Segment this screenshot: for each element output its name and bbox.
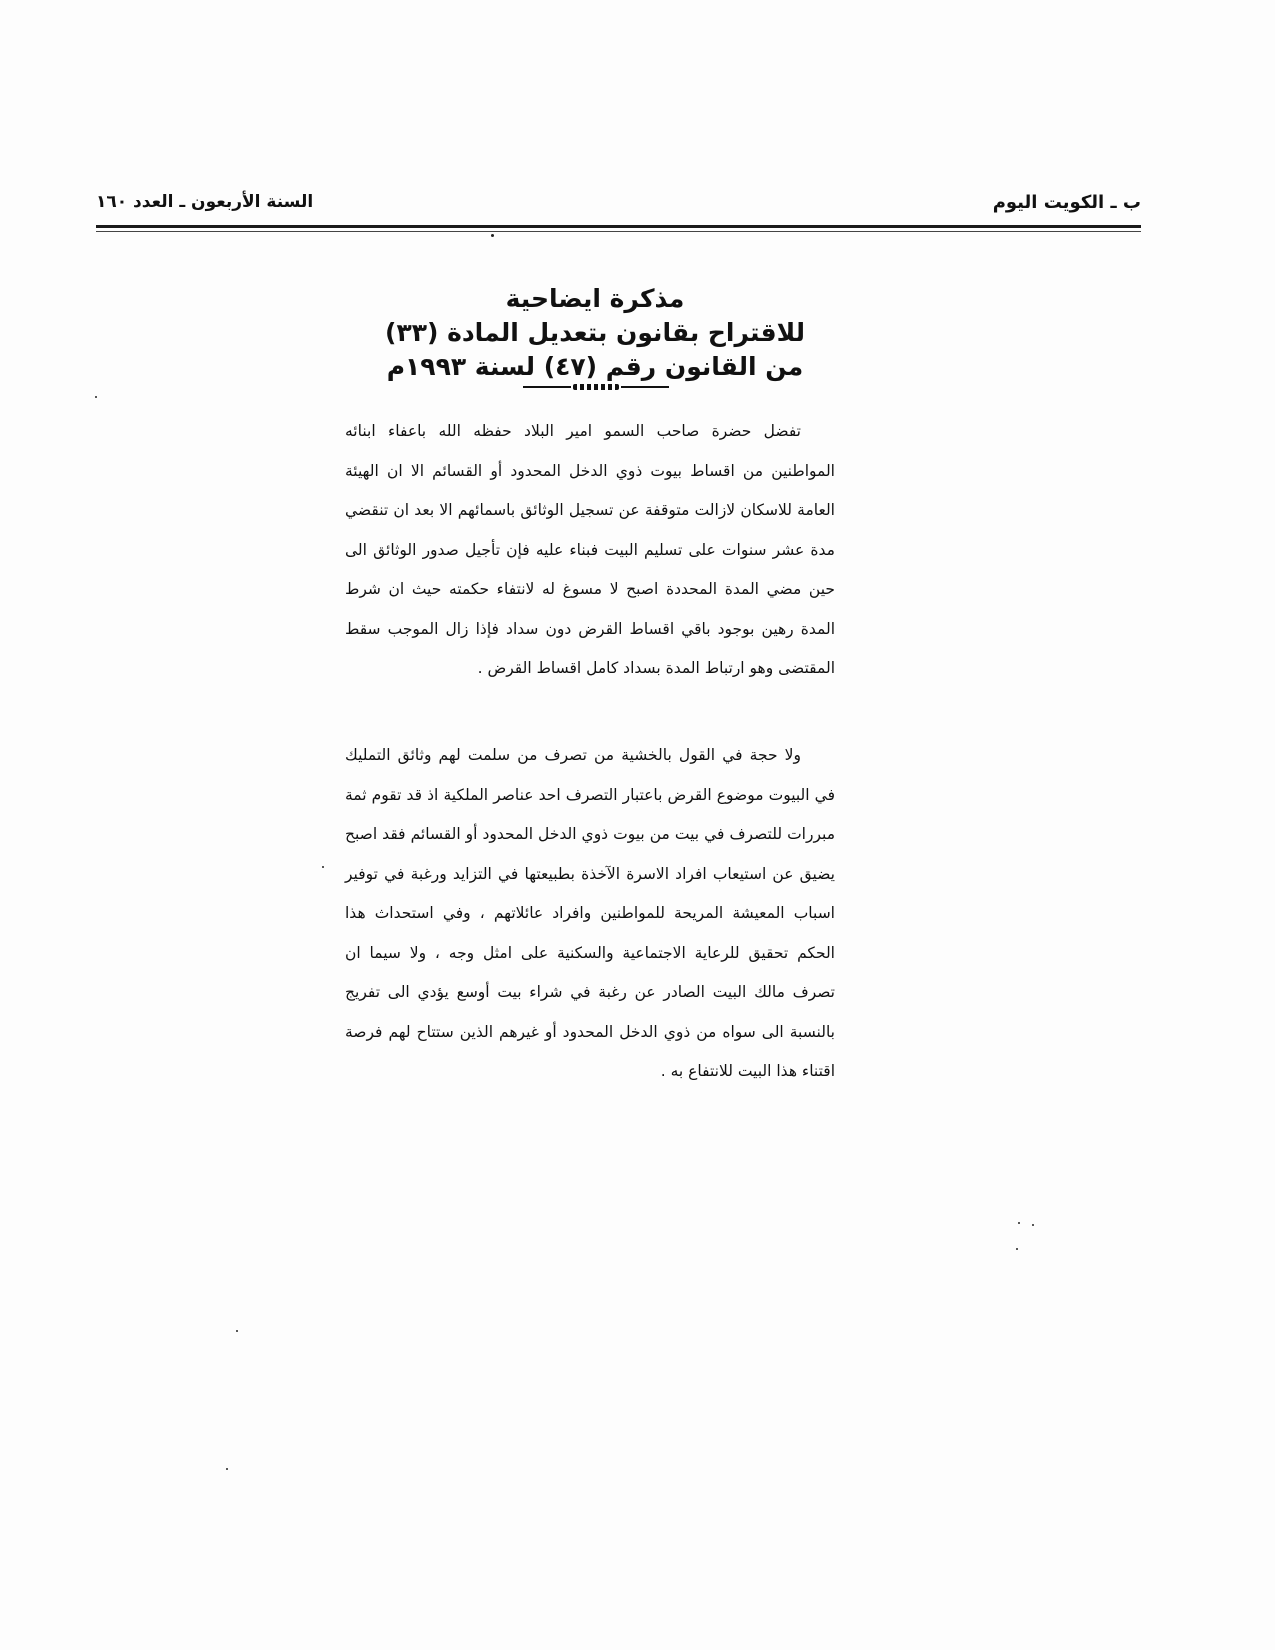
scan-speck bbox=[95, 396, 97, 398]
title-line-2: للاقتراح بقانون بتعديل المادة (٣٣) bbox=[385, 318, 805, 347]
scan-speck bbox=[1016, 1248, 1018, 1250]
scan-speck bbox=[491, 234, 494, 237]
running-header bbox=[96, 192, 1141, 224]
header-rule-thin bbox=[96, 231, 1141, 232]
paragraph-text: تفضل حضرة صاحب السمو امير البلاد حفظه الله باعفاء ابنائه المواطنين من اقساط بيوت ذوي الدخل المحدود أو القسائم الا ان الهيئة العامة للاسكان لازالت متوقفة عن تسجيل الوثائق باسمائهم الا بعد ان تنقضي مدة عشر سنوات على تسليم البيت فبناء عليه فإن تأجيل صدور الوثائق الى حين مضي المدة المحددة اصبح لا مسوغ له لانتفاء حكمته حيث ان شرط المدة رهين بوجود باقي اقساط القرض دون سداد فإذا زال الموجب سقط المقتضى وهو ارتباط المدة بسداد كامل اقساط القرض . bbox=[345, 422, 835, 677]
scan-speck bbox=[236, 1330, 238, 1332]
issue-info: السنة الأربعون ـ العدد ١٦٠ bbox=[96, 192, 314, 212]
paragraph-text: ولا حجة في القول بالخشية من تصرف من سلمت لهم وثائق التمليك في البيوت موضوع القرض باعتبار التصرف احد عناصر الملكية اذ قد تقوم ثمة مبررات للتصرف في بيت من بيوت ذوي الدخل المحدود أو القسائم فقد اصبح يضيق عن استيعاب افراد الاسرة الآخذة بطبيعتها في التزايد ورغبة في توفير اسباب المعيشة المريحة للمواطنين وافراد عائلاتهم ، وفي استحداث هذا الحكم تحقيق للرعاية الاجتماعية والسكنية على امثل وجه ، ولا سيما ان تصرف مالك البيت الصادر عن رغبة في شراء بيت أوسع يؤدي الى تفريج بالنسبة الى سواه من ذوي الدخل المحدود أو غيرهم الذين ستتاح لهم فرصة اقتناء هذا البيت للانتفاع به . bbox=[345, 746, 835, 1080]
body-paragraph bbox=[345, 412, 835, 689]
scan-speck bbox=[1032, 1224, 1034, 1226]
newspaper-name: ب ـ الكويت اليوم bbox=[992, 192, 1141, 213]
scan-speck bbox=[322, 866, 324, 868]
title-line-1: مذكرة ايضاحية bbox=[505, 284, 685, 313]
header-rule bbox=[96, 225, 1141, 228]
body-paragraph bbox=[345, 736, 835, 1092]
title-line-3: من القانون رقم (٤٧) لسنة ١٩٩٣م bbox=[386, 352, 804, 381]
scan-speck bbox=[1018, 1222, 1020, 1224]
document-title bbox=[380, 282, 810, 384]
title-ornament bbox=[523, 384, 669, 390]
scan-speck bbox=[226, 1468, 228, 1470]
